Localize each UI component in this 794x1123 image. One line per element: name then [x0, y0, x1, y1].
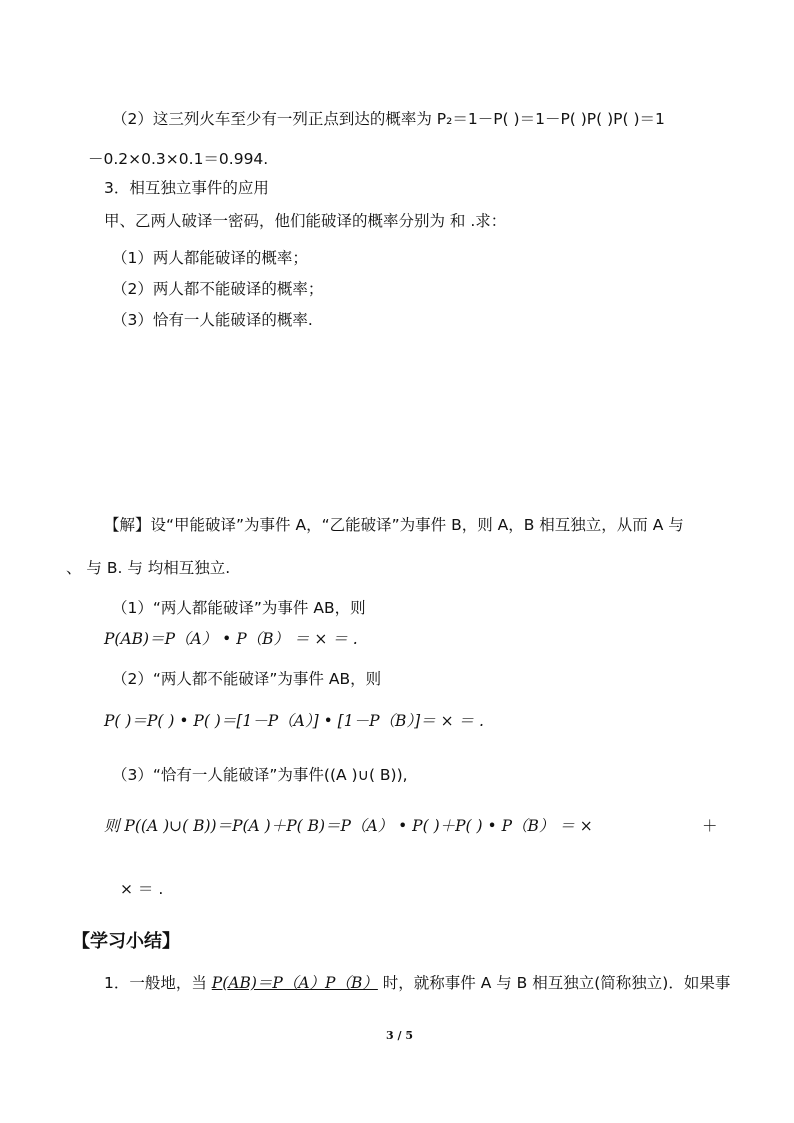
formula-line: × ＝ .	[120, 880, 164, 898]
text-line: 、 与 B. 与 均相互独立.	[66, 559, 231, 577]
summary-heading: 【学习小结】	[72, 931, 180, 952]
solution-intro: 【解】设“甲能破译”为事件 A，“乙能破译”为事件 B，则 A，B 相互独立，从而 A 与	[104, 516, 684, 534]
problem-statement: 甲、乙两人破译一密码，他们能破译的概率分别为 和 .求：	[104, 212, 507, 230]
solution-part-2: （2）“两人都不能破译”为事件 AB，则	[112, 670, 382, 688]
question-3: （3）恰有一人能破译的概率.	[112, 311, 313, 329]
summary-formula: P(AB)＝P（A）P（B）	[211, 974, 378, 992]
summary-line	[104, 973, 730, 993]
solution-part-1: （1）“两人都能破译”为事件 AB，则	[112, 599, 366, 617]
text-line: （2）这三列火车至少有一列正点到达的概率为 P₂＝1－P( )＝1－P( )P( )P( )＝1	[112, 110, 665, 128]
text-line: －0.2×0.3×0.1＝0.994.	[88, 150, 269, 168]
formula-plus: ＋	[702, 817, 718, 835]
question-2: （2）两人都不能破译的概率；	[112, 280, 324, 298]
section-title: 3．相互独立事件的应用	[104, 179, 269, 197]
summary-text: 1．一般地，当	[104, 974, 212, 992]
formula-line: P( )＝P( ) • P( )＝[1－P（A）] • [1－P（B）]＝ × ＝ .	[104, 712, 484, 730]
summary-text: 时，就称事件 A 与 B 相互独立(简称独立)．如果事	[377, 974, 731, 992]
page-number: 3 / 5	[386, 1029, 413, 1042]
solution-part-3: （3）“恰有一人能破译”为事件((A )∪( B)),	[112, 766, 408, 784]
formula-line: 则 P((A )∪( B))＝P(A )＋P( B)＝P（A） • P( )＋P( ) • P（B） ＝ ×	[104, 817, 593, 835]
formula-line: P(AB)＝P（A） • P（B） ＝ × ＝ .	[104, 630, 358, 648]
question-1: （1）两人都能破译的概率；	[112, 249, 308, 267]
